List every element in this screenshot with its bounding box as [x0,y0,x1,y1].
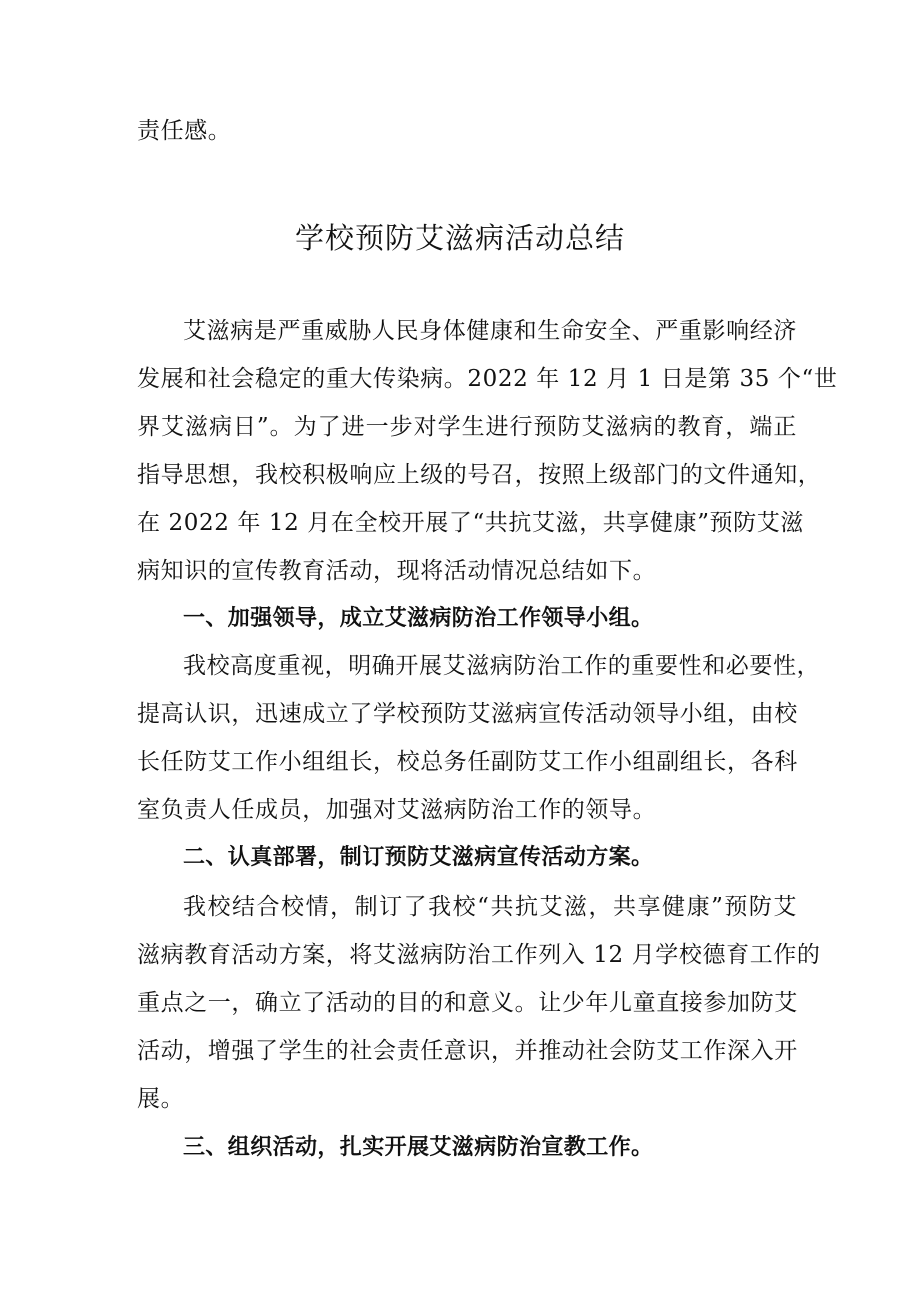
section-2-line-3: 重点之一，确立了活动的目的和意义。让少年儿童直接参加防艾 [137,990,798,1016]
section-2-line-4: 活动，增强了学生的社会责任意识，并推动社会防艾工作深入开 [137,1038,798,1064]
intro-line-6: 病知识的宣传教育活动，现将活动情况总结如下。 [137,558,657,584]
intro-line-5: 在 2022 年 12 月在全校开展了“共抗艾滋，共享健康”预防艾滋 [137,510,804,536]
section-2-heading: 二、认真部署，制订预防艾滋病宣传活动方案。 [183,845,654,870]
intro-line-1: 艾滋病是严重威胁人民身体健康和生命安全、严重影响经济 [183,318,797,344]
top-fragment: 责任感。 [137,118,232,144]
section-1-line-2: 提高认识，迅速成立了学校预防艾滋病宣传活动领导小组，由校 [137,701,798,727]
intro-line-2: 发展和社会稳定的重大传染病。2022 年 12 月 1 日是第 35 个“世 [137,366,838,392]
section-1-line-1: 我校高度重视，明确开展艾滋病防治工作的重要性和必要性， [183,653,821,679]
intro-line-3: 界艾滋病日”。为了进一步对学生进行预防艾滋病的教育，端正 [137,414,797,440]
section-1-heading: 一、加强领导，成立艾滋病防治工作领导小组。 [183,606,654,631]
section-2-line-2: 滋病教育活动方案，将艾滋病防治工作列入 12 月学校德育工作的 [137,942,821,968]
section-3-heading: 三、组织活动，扎实开展艾滋病防治宣教工作。 [183,1135,654,1160]
section-2-line-1: 我校结合校情，制订了我校“共抗艾滋，共享健康”预防艾 [183,894,797,920]
section-1-line-4: 室负责人任成员，加强对艾滋病防治工作的领导。 [137,797,657,823]
section-1-line-3: 长任防艾工作小组组长，校总务任副防艾工作小组副组长，各科 [137,749,798,775]
page-title: 学校预防艾滋病活动总结 [294,221,625,255]
intro-line-4: 指导思想，我校积极响应上级的号召，按照上级部门的文件通知， [137,462,822,488]
section-2-line-5: 展。 [137,1086,185,1112]
